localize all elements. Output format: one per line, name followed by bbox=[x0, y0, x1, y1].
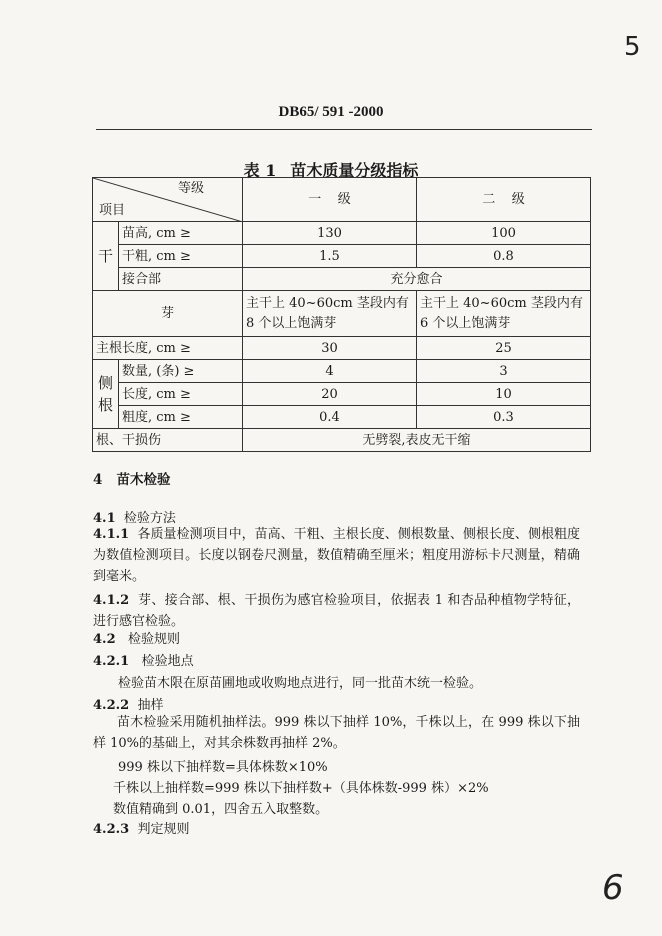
table-row bbox=[93, 337, 591, 360]
section-4-title: 苗木检验 bbox=[116, 472, 171, 488]
section-4-1-2-number: 4.1.2 bbox=[93, 593, 130, 608]
root-diameter-grade2: 0.3 bbox=[417, 406, 591, 429]
bud-grade1: 主干上 40~60cm 茎段内有 8 个以上饱满芽 bbox=[243, 291, 417, 337]
damage-value: 无劈裂,表皮无干缩 bbox=[243, 429, 591, 452]
height-grade1: 130 bbox=[243, 222, 417, 245]
section-4-2-3-title: 判定规则 bbox=[137, 822, 190, 837]
grade1-header: 一 级 bbox=[243, 178, 417, 222]
bud-grade2: 主干上 40~60cm 茎段内有 6 个以上饱满芽 bbox=[417, 291, 591, 337]
grade-label: 等级 bbox=[177, 181, 204, 196]
bud-label: 芽 bbox=[93, 291, 243, 337]
root-length-label: 长度, cm ≥ bbox=[119, 383, 243, 406]
corner-mark-bottom-right: 6 bbox=[602, 868, 624, 908]
section-4-1-title: 检验方法 bbox=[123, 511, 176, 526]
section-4-1-1-text: 各质量检测项目中，苗高、干粗、主根长度、侧根数量、侧根长度、侧根粗度为数值检测项目。长度以钢卷尺测量，数值精确至厘米；粗度用游标卡尺测量，精确到毫米。 bbox=[93, 527, 580, 584]
quality-grade-table bbox=[92, 177, 591, 452]
graft-label: 接合部 bbox=[119, 268, 243, 291]
height-grade2: 100 bbox=[417, 222, 591, 245]
section-4-1-1-paragraph bbox=[93, 524, 580, 587]
section-4-2-1-title: 检验地点 bbox=[141, 654, 194, 669]
table-row bbox=[93, 245, 591, 268]
table-row bbox=[93, 383, 591, 406]
section-4-heading bbox=[93, 468, 171, 488]
lateral-root-label-text: 侧根 bbox=[98, 374, 114, 414]
section-4-2-2-text: 苗木检验采用随机抽样法。999 株以下抽样 10%，千株以上，在 999 株以下抽样 10%的基础上，对其余株数再抽样 2%。 bbox=[93, 715, 580, 751]
header-diagonal-cell bbox=[93, 178, 243, 222]
section-4-2-3-number: 4.2.3 bbox=[93, 822, 130, 837]
corner-mark-top-right: 5 bbox=[624, 32, 641, 62]
table-row bbox=[93, 291, 591, 337]
section-4-2-number: 4.2 bbox=[93, 632, 116, 647]
formula-under-999: 999 株以下抽样数=具体株数×10% bbox=[118, 760, 328, 775]
root-count-grade2: 3 bbox=[417, 360, 591, 383]
section-4-1-number: 4.1 bbox=[93, 511, 116, 526]
section-4-2-heading bbox=[93, 628, 180, 647]
standard-number: DB65/ 591 -2000 bbox=[278, 104, 384, 120]
trunk-group-label: 干 bbox=[93, 222, 119, 291]
section-4-2-3-heading bbox=[93, 818, 189, 837]
section-4-1-1-number: 4.1.1 bbox=[93, 527, 130, 542]
table-caption: 苗木质量分级指标 bbox=[290, 161, 419, 180]
diameter-label: 干粗, cm ≥ bbox=[119, 245, 243, 268]
section-4-2-1-heading bbox=[93, 650, 194, 669]
graft-value: 充分愈合 bbox=[243, 268, 591, 291]
root-diameter-grade1: 0.4 bbox=[243, 406, 417, 429]
item-label: 项目 bbox=[99, 203, 126, 218]
main-root-label: 主根长度, cm ≥ bbox=[93, 337, 243, 360]
height-label: 苗高, cm ≥ bbox=[119, 222, 243, 245]
root-diameter-label: 粗度, cm ≥ bbox=[119, 406, 243, 429]
section-4-2-2-title: 抽样 bbox=[137, 698, 164, 713]
grade2-header: 二 级 bbox=[417, 178, 591, 222]
main-root-grade1: 30 bbox=[243, 337, 417, 360]
section-4-number: 4 bbox=[93, 472, 103, 488]
section-4-2-2-number: 4.2.2 bbox=[93, 698, 130, 713]
header-rule bbox=[96, 129, 592, 130]
root-length-grade2: 10 bbox=[417, 383, 591, 406]
precision-note: 数值精确到 0.01，四舍五入取整数。 bbox=[113, 802, 329, 817]
root-count-grade1: 4 bbox=[243, 360, 417, 383]
main-root-grade2: 25 bbox=[417, 337, 591, 360]
table-row bbox=[93, 268, 591, 291]
table-row bbox=[93, 360, 591, 383]
table-row bbox=[93, 429, 591, 452]
damage-label: 根、干损伤 bbox=[93, 429, 243, 452]
section-4-2-2-heading bbox=[93, 694, 163, 713]
root-length-grade1: 20 bbox=[243, 383, 417, 406]
table-row bbox=[93, 222, 591, 245]
section-4-2-1-text: 检验苗木限在原苗圃地或收购地点进行，同一批苗木统一检验。 bbox=[118, 676, 483, 691]
section-4-1-2-text: 芽、接合部、根、干损伤为感官检验项目，依据表 1 和杏品种植物学特征，进行感官检验。 bbox=[93, 593, 580, 629]
section-4-2-title: 检验规则 bbox=[128, 632, 181, 647]
section-4-1-2-paragraph bbox=[93, 590, 580, 632]
diameter-grade2: 0.8 bbox=[417, 245, 591, 268]
section-4-2-1-number: 4.2.1 bbox=[93, 654, 130, 669]
table-row bbox=[93, 406, 591, 429]
root-count-label: 数量, (条) ≥ bbox=[119, 360, 243, 383]
table-number: 表 1 bbox=[243, 161, 277, 180]
table-header-row bbox=[93, 178, 591, 222]
lateral-root-group-label bbox=[93, 360, 119, 429]
diameter-grade1: 1.5 bbox=[243, 245, 417, 268]
formula-over-1000: 千株以上抽样数=999 株以下抽样数+（具体株数-999 株）×2% bbox=[113, 781, 489, 796]
